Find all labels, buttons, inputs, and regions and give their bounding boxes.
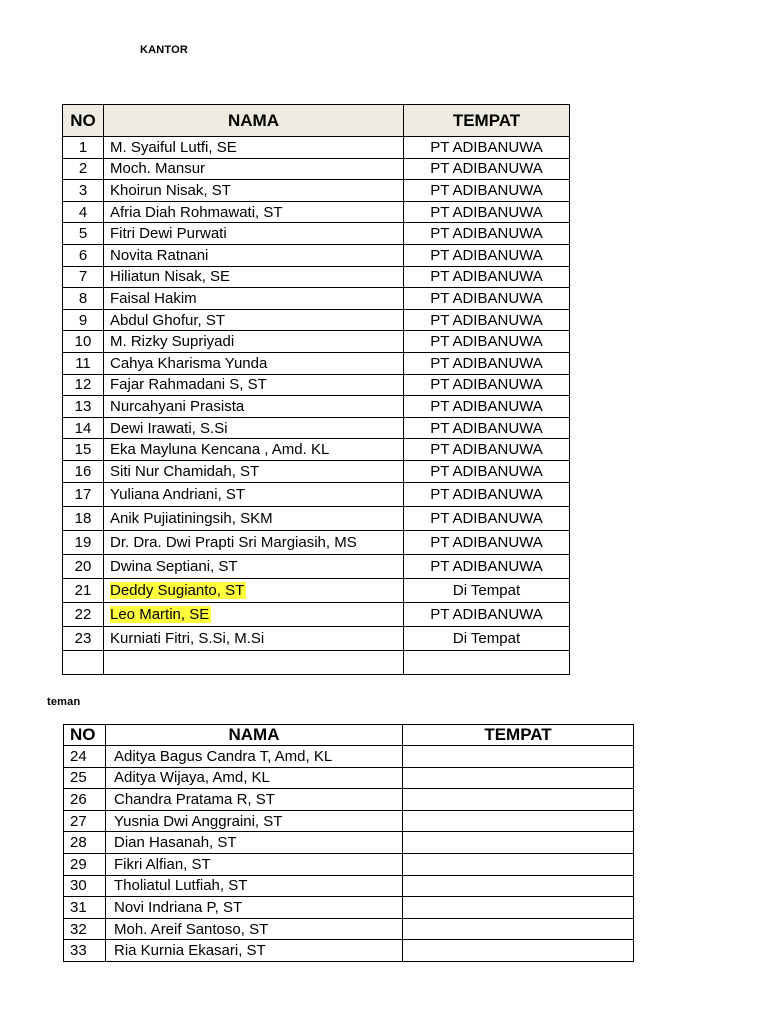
cell-tempat (403, 897, 634, 919)
cell-nama: M. Rizky Supriyadi (104, 331, 404, 353)
table-row (63, 578, 570, 602)
header-tempat: TEMPAT (403, 725, 634, 746)
cell-no: 12 (63, 374, 104, 396)
cell-nama: Dwina Septiani, ST (104, 554, 404, 578)
cell-nama: Faisal Hakim (104, 288, 404, 310)
table-row (64, 832, 634, 854)
cell-tempat: PT ADIBANUWA (404, 244, 570, 266)
table-row (63, 506, 570, 530)
cell-no: 21 (63, 578, 104, 602)
cell-no: 14 (63, 417, 104, 439)
table-header-row (63, 105, 570, 137)
cell-nama (104, 578, 404, 602)
cell-tempat (403, 940, 634, 962)
cell-tempat: PT ADIBANUWA (404, 309, 570, 331)
cell-tempat: PT ADIBANUWA (404, 201, 570, 223)
table-row (63, 137, 570, 159)
cell-no: 27 (64, 810, 106, 832)
cell-tempat (403, 789, 634, 811)
table-row (63, 439, 570, 461)
cell-no: 23 (63, 626, 104, 650)
cell-no: 31 (64, 897, 106, 919)
table-row (63, 554, 570, 578)
cell-tempat: PT ADIBANUWA (404, 396, 570, 418)
cell-no: 1 (63, 137, 104, 159)
cell-nama: Fajar Rahmadani S, ST (104, 374, 404, 396)
table-row (63, 266, 570, 288)
cell-nama: Eka Mayluna Kencana , Amd. KL (104, 439, 404, 461)
table-row (63, 650, 570, 674)
table-row (64, 853, 634, 875)
cell-no: 2 (63, 158, 104, 180)
cell-tempat: PT ADIBANUWA (404, 374, 570, 396)
cell-no: 18 (63, 506, 104, 530)
table-row (63, 180, 570, 202)
table-row (63, 417, 570, 439)
cell-nama: Dian Hasanah, ST (106, 832, 403, 854)
table-row (63, 158, 570, 180)
cell-nama: Tholiatul Lutfiah, ST (106, 875, 403, 897)
table-row (64, 875, 634, 897)
cell-no: 33 (64, 940, 106, 962)
cell-tempat (403, 810, 634, 832)
cell-no (63, 650, 104, 674)
cell-nama: Anik Pujiatiningsih, SKM (104, 506, 404, 530)
cell-tempat: PT ADIBANUWA (404, 506, 570, 530)
cell-no: 13 (63, 396, 104, 418)
cell-no: 7 (63, 266, 104, 288)
cell-tempat: PT ADIBANUWA (404, 439, 570, 461)
table-row (64, 897, 634, 919)
cell-tempat: PT ADIBANUWA (404, 352, 570, 374)
table-row (64, 746, 634, 768)
cell-tempat (403, 832, 634, 854)
cell-nama: M. Syaiful Lutfi, SE (104, 137, 404, 159)
table-row (63, 331, 570, 353)
cell-no: 16 (63, 460, 104, 482)
table-row (63, 482, 570, 506)
cell-nama: Afria Diah Rohmawati, ST (104, 201, 404, 223)
cell-tempat: PT ADIBANUWA (404, 554, 570, 578)
cell-no: 22 (63, 602, 104, 626)
cell-tempat: PT ADIBANUWA (404, 602, 570, 626)
cell-no: 6 (63, 244, 104, 266)
kantor-table (62, 104, 570, 675)
cell-nama: Novi Indriana P, ST (106, 897, 403, 919)
cell-nama: Khoirun Nisak, ST (104, 180, 404, 202)
cell-tempat: PT ADIBANUWA (404, 331, 570, 353)
table-row (63, 223, 570, 245)
cell-no: 29 (64, 853, 106, 875)
cell-tempat (403, 918, 634, 940)
cell-nama (104, 650, 404, 674)
highlighted-name: Leo Martin, SE (110, 605, 210, 623)
cell-nama: Moch. Mansur (104, 158, 404, 180)
cell-no: 32 (64, 918, 106, 940)
header-tempat: TEMPAT (404, 105, 570, 137)
cell-nama: Aditya Wijaya, Amd, KL (106, 767, 403, 789)
table-row (64, 940, 634, 962)
cell-nama: Dewi Irawati, S.Si (104, 417, 404, 439)
table-row (64, 789, 634, 811)
header-nama: NAMA (106, 725, 403, 746)
table-row (63, 530, 570, 554)
cell-no: 30 (64, 875, 106, 897)
cell-no: 4 (63, 201, 104, 223)
table-row (63, 602, 570, 626)
table-row (64, 918, 634, 940)
cell-nama: Moh. Areif Santoso, ST (106, 918, 403, 940)
table-row (64, 767, 634, 789)
highlighted-name: Deddy Sugianto, ST (110, 581, 245, 599)
cell-tempat: PT ADIBANUWA (404, 417, 570, 439)
cell-tempat (404, 650, 570, 674)
cell-no: 10 (63, 331, 104, 353)
cell-tempat (403, 746, 634, 768)
cell-nama: Dr. Dra. Dwi Prapti Sri Margiasih, MS (104, 530, 404, 554)
section-title-teman: teman (47, 696, 81, 708)
header-no: NO (63, 105, 104, 137)
cell-nama: Fitri Dewi Purwati (104, 223, 404, 245)
cell-nama: Cahya Kharisma Yunda (104, 352, 404, 374)
table-row (63, 201, 570, 223)
table-row (63, 374, 570, 396)
header-nama: NAMA (104, 105, 404, 137)
teman-table (63, 724, 634, 962)
header-no: NO (64, 725, 106, 746)
table-row (63, 288, 570, 310)
cell-no: 28 (64, 832, 106, 854)
cell-no: 9 (63, 309, 104, 331)
cell-tempat (403, 875, 634, 897)
cell-tempat: PT ADIBANUWA (404, 223, 570, 245)
cell-tempat: Di Tempat (404, 626, 570, 650)
cell-nama: Novita Ratnani (104, 244, 404, 266)
cell-nama: Yusnia Dwi Anggraini, ST (106, 810, 403, 832)
cell-tempat: PT ADIBANUWA (404, 530, 570, 554)
cell-tempat: PT ADIBANUWA (404, 158, 570, 180)
cell-nama: Hiliatun Nisak, SE (104, 266, 404, 288)
table-row (63, 626, 570, 650)
cell-tempat: PT ADIBANUWA (404, 180, 570, 202)
cell-no: 8 (63, 288, 104, 310)
cell-no: 5 (63, 223, 104, 245)
table-row (63, 309, 570, 331)
cell-no: 25 (64, 767, 106, 789)
cell-no: 26 (64, 789, 106, 811)
cell-nama: Kurniati Fitri, S.Si, M.Si (104, 626, 404, 650)
cell-tempat: PT ADIBANUWA (404, 460, 570, 482)
cell-no: 20 (63, 554, 104, 578)
cell-nama: Abdul Ghofur, ST (104, 309, 404, 331)
cell-nama: Chandra Pratama R, ST (106, 789, 403, 811)
cell-tempat (403, 767, 634, 789)
table-row (63, 396, 570, 418)
cell-no: 15 (63, 439, 104, 461)
table-row (63, 352, 570, 374)
cell-nama: Siti Nur Chamidah, ST (104, 460, 404, 482)
cell-tempat: PT ADIBANUWA (404, 266, 570, 288)
cell-nama: Yuliana Andriani, ST (104, 482, 404, 506)
table-row (63, 244, 570, 266)
cell-tempat: PT ADIBANUWA (404, 137, 570, 159)
cell-no: 17 (63, 482, 104, 506)
cell-nama (104, 602, 404, 626)
cell-no: 3 (63, 180, 104, 202)
cell-tempat: Di Tempat (404, 578, 570, 602)
table-row (64, 810, 634, 832)
cell-nama: Fikri Alfian, ST (106, 853, 403, 875)
cell-tempat (403, 853, 634, 875)
cell-no: 24 (64, 746, 106, 768)
table-row (63, 460, 570, 482)
section-title-kantor: KANTOR (140, 44, 189, 56)
cell-nama: Aditya Bagus Candra T, Amd, KL (106, 746, 403, 768)
cell-nama: Nurcahyani Prasista (104, 396, 404, 418)
cell-no: 11 (63, 352, 104, 374)
cell-nama: Ria Kurnia Ekasari, ST (106, 940, 403, 962)
table-header-row (64, 725, 634, 746)
cell-tempat: PT ADIBANUWA (404, 482, 570, 506)
cell-tempat: PT ADIBANUWA (404, 288, 570, 310)
cell-no: 19 (63, 530, 104, 554)
